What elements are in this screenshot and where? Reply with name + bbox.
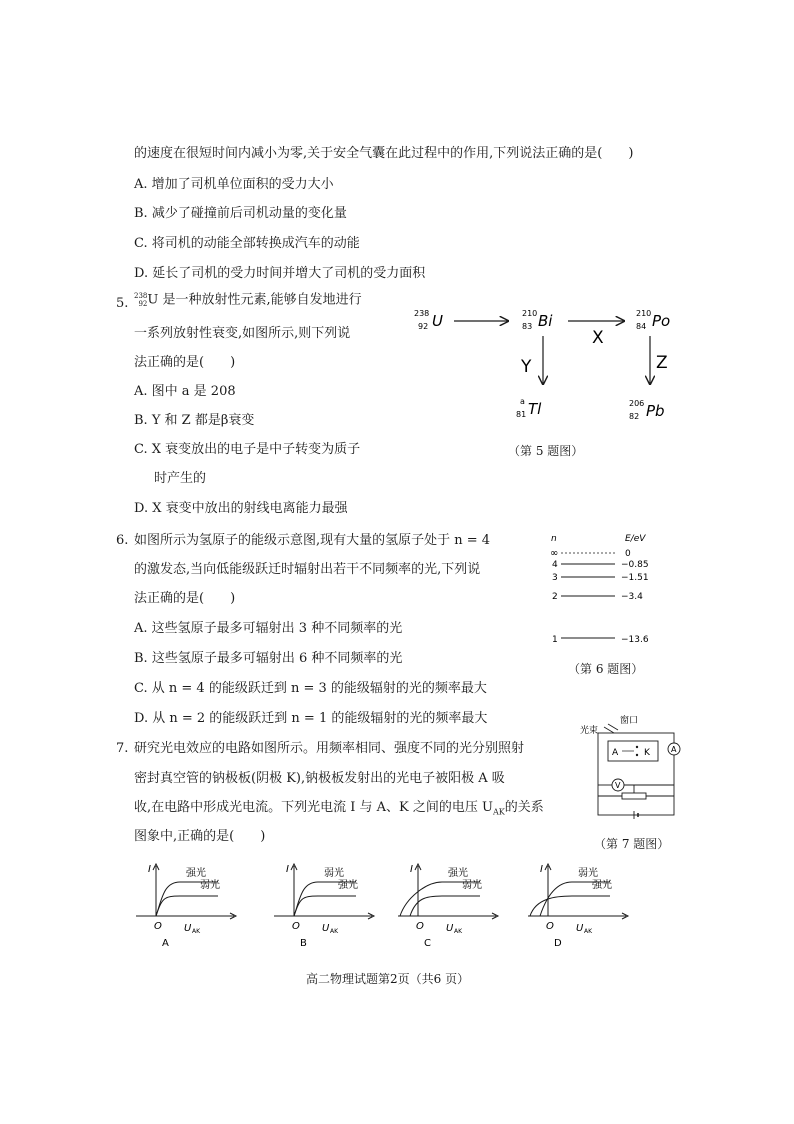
level-2-n: 2	[552, 592, 558, 602]
graph-letter: D	[554, 938, 562, 949]
level-3-n: 3	[552, 573, 558, 583]
q5-decay-diagram	[408, 300, 708, 430]
q7-stem-line-1: 研究光电效应的电路如图所示。用频率相同、强度不同的光分别照射	[134, 741, 525, 756]
lower-curve-label: 弱光	[200, 880, 220, 891]
x-label: X	[592, 328, 604, 348]
axis-u-sub: AK	[454, 928, 463, 935]
q5-stem-line-1: U 是一种放射性元素,能够自发地进行	[147, 292, 362, 308]
q5-option-c: C. X 衰变放出的电子是中子转变为质子	[134, 442, 361, 457]
u-z: 92	[418, 322, 429, 331]
po-mass: 210	[636, 309, 652, 318]
upper-curve-label: 强光	[186, 868, 206, 879]
q6-number: 6.	[116, 533, 129, 548]
q7-stem-line-3	[134, 800, 544, 821]
origin-label: O	[154, 921, 162, 932]
level-4-n: 4	[552, 560, 558, 570]
electron-dot	[636, 746, 638, 748]
level-1-n: 1	[552, 635, 558, 645]
graph-letter: B	[300, 938, 307, 949]
axis-u-sub: AK	[584, 928, 593, 935]
q4-option-a: A. 增加了司机单位面积的受力大小	[134, 177, 334, 192]
electron-dot	[636, 754, 638, 756]
q4-option-d: D. 延长了司机的受力时间并增大了司机的受力面积	[134, 266, 426, 281]
axis-u-label: U	[184, 923, 192, 934]
beam-label: 光束	[580, 726, 599, 736]
level-4	[552, 560, 649, 570]
level-2-e: −3.4	[621, 592, 643, 602]
q6-stem-line-2: 的激发态,当向低能级跃迁时辐射出若干不同频率的光,下列说	[134, 562, 481, 577]
n-header: n	[551, 534, 557, 544]
bi-symbol: Bi	[538, 312, 553, 330]
q7-stem-tail: 的关系	[504, 800, 544, 815]
lower-curve-label: 强光	[592, 880, 612, 891]
q7-stem-line-2: 密封真空管的钠极板(阴极 K),钠极板发射出的光电子被阳极 A 吸	[134, 771, 505, 786]
upper-curve-label: 弱光	[578, 868, 598, 879]
axis-u-label: U	[322, 923, 330, 934]
pb-z: 82	[629, 412, 640, 421]
graph-a	[134, 860, 244, 950]
q4-stem: 的速度在很短时间内减小为零,关于安全气囊在此过程中的作用,下列说法正确的是( )	[134, 146, 634, 161]
axis-i-label: I	[148, 864, 151, 875]
anode-label: A	[612, 748, 619, 758]
lower-curve	[410, 896, 480, 916]
u-mass: 238	[414, 309, 430, 318]
q6-option-a: A. 这些氢原子最多可辐射出 3 种不同频率的光	[134, 621, 403, 636]
lower-curve-label: 强光	[338, 880, 358, 891]
graph-letter: C	[424, 938, 431, 949]
q6-stem-line-1: 如图所示为氢原子的能级示意图,现有大量的氢原子处于 n = 4	[134, 533, 491, 548]
level-2	[552, 592, 643, 602]
axis-u-label: U	[446, 923, 454, 934]
q5-number: 5.	[116, 296, 129, 311]
q5-stem-line-3: 法正确的是( )	[134, 355, 236, 370]
graph-c	[396, 860, 506, 950]
page-footer: 高二物理试题第2页（共6 页）	[306, 972, 470, 986]
ammeter-label: A	[671, 745, 677, 754]
axis-u-sub: AK	[192, 928, 201, 935]
window-label: 窗口	[620, 716, 639, 726]
level-1	[552, 635, 649, 645]
q5-uranium-nuclide	[134, 292, 362, 309]
q4-option-b: B. 减少了碰撞前后司机动量的变化量	[134, 206, 347, 221]
po-z: 84	[636, 322, 647, 331]
q5-caption: （第 5 题图）	[508, 444, 584, 458]
tl-z: 81	[516, 410, 527, 419]
q6-caption: （第 6 题图）	[568, 662, 644, 676]
upper-curve-label: 弱光	[324, 868, 344, 879]
e-header: E/eV	[625, 534, 646, 544]
axis-u-sub: AK	[330, 928, 339, 935]
pb-mass: 206	[629, 399, 645, 408]
q5-stem-line-2: 一系列放射性衰变,如图所示,则下列说	[134, 326, 351, 341]
beam-ray-2	[608, 724, 618, 730]
q7-uak-sub: AK	[493, 807, 505, 817]
voltmeter-label: V	[615, 781, 621, 790]
q4-option-c: C. 将司机的动能全部转换成汽车的动能	[134, 236, 360, 251]
origin-label: O	[416, 921, 424, 932]
cathode-label: K	[644, 748, 650, 758]
circuit-outline	[598, 733, 674, 815]
q6-option-b: B. 这些氢原子最多可辐射出 6 种不同频率的光	[134, 651, 403, 666]
lower-curve	[530, 896, 610, 916]
axis-i-label: I	[410, 864, 413, 875]
q6-option-d: D. 从 n = 2 的能级跃迁到 n = 1 的能级辐射的光的频率最大	[134, 711, 488, 726]
level-3-e: −1.51	[621, 573, 649, 583]
bi-mass: 210	[522, 309, 538, 318]
q5-option-b: B. Y 和 Z 都是β衰变	[134, 413, 255, 428]
lower-curve-label: 弱光	[462, 880, 482, 891]
po-symbol: Po	[652, 312, 671, 330]
q5-u-mass: 238	[134, 292, 148, 300]
graph-b	[272, 860, 382, 950]
level-inf	[550, 548, 631, 559]
q7-caption: （第 7 题图）	[594, 837, 670, 851]
tl-symbol: Tl	[528, 400, 542, 418]
origin-label: O	[546, 921, 554, 932]
q7-number: 7.	[116, 741, 129, 756]
level-4-e: −0.85	[621, 560, 649, 570]
q5-option-c-cont: 时产生的	[154, 471, 207, 486]
q6-option-c: C. 从 n = 4 的能级跃迁到 n = 3 的能级辐射的光的频率最大	[134, 681, 487, 696]
graph-d	[526, 860, 636, 950]
axis-i-label: I	[540, 864, 543, 875]
q6-energy-diagram	[545, 530, 675, 650]
bi-z: 83	[522, 322, 533, 331]
axis-u-label: U	[576, 923, 584, 934]
rheostat	[622, 793, 646, 799]
u-symbol: U	[432, 312, 443, 330]
q7-stem-line-3-text: 收,在电路中形成光电流。下列光电流 I 与 A、K 之间的电压 U	[134, 800, 493, 815]
axis-i-label: I	[286, 864, 289, 875]
level-inf-n: ∞	[550, 548, 559, 559]
q5-u-z: 92	[138, 300, 148, 308]
q5-option-a: A. 图中 a 是 208	[134, 384, 236, 399]
origin-label: O	[292, 921, 300, 932]
level-3	[552, 573, 649, 583]
level-1-e: −13.6	[621, 635, 649, 645]
upper-curve-label: 强光	[448, 868, 468, 879]
q5-option-d: D. X 衰变中放出的射线电离能力最强	[134, 501, 348, 516]
level-inf-e: 0	[625, 549, 631, 559]
pb-symbol: Pb	[646, 402, 665, 420]
lower-curve	[156, 896, 218, 916]
graph-letter: A	[162, 938, 169, 949]
lower-curve	[294, 896, 356, 916]
q6-stem-line-3: 法正确的是( )	[134, 591, 236, 606]
z-label: Z	[656, 353, 668, 373]
y-label: Y	[521, 357, 532, 377]
q7-circuit-diagram	[574, 711, 690, 829]
tl-mass: a	[520, 397, 525, 406]
beam-ray-1	[604, 727, 614, 733]
q7-stem-line-4: 图象中,正确的是( )	[134, 829, 266, 844]
